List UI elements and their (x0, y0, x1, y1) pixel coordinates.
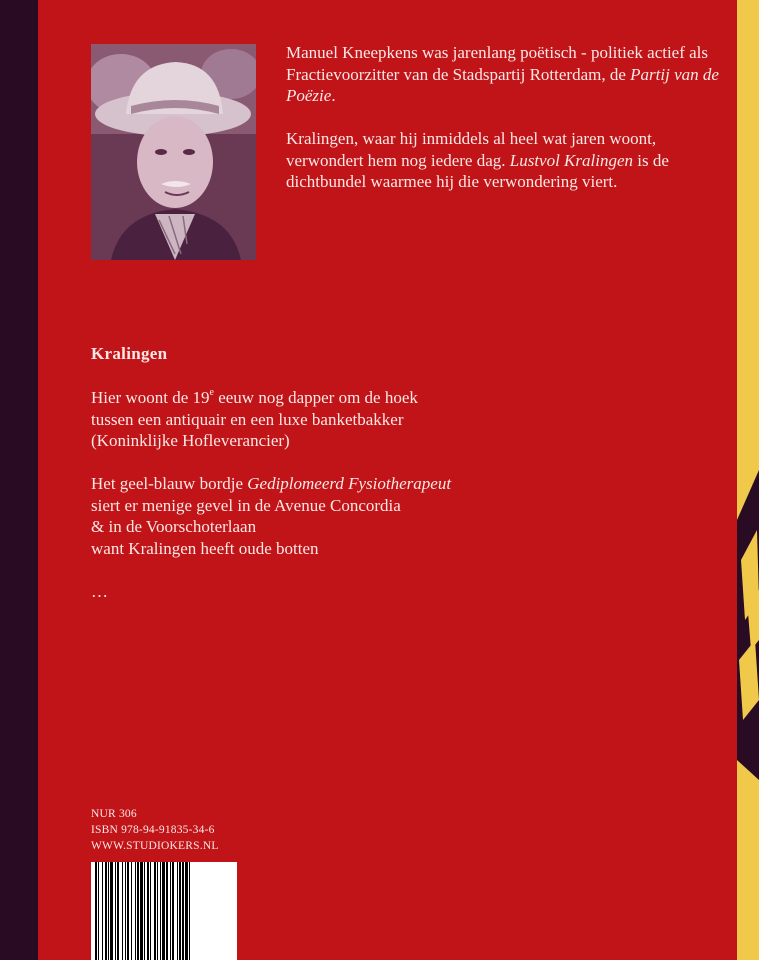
barcode-bar (115, 862, 116, 960)
poem-line: tussen een antiquair en een luxe banketbakker (91, 409, 404, 429)
barcode-bar (135, 862, 136, 960)
barcode-bar (125, 862, 126, 960)
barcode-bar (127, 862, 129, 960)
barcode-bars (91, 862, 237, 960)
barcode-bar (160, 862, 161, 960)
poem-line: Hier woont de 19e eeuw nog dapper om de hoek (91, 387, 418, 407)
poem-body (91, 387, 651, 602)
isbn-barcode (91, 862, 237, 960)
barcode-bar (105, 862, 107, 960)
bio-paragraph-2: Kralingen, waar hij inmiddels al heel wat jaren woont, verwondert hem nog iedere dag. Lustvol Kralingen is de dichtbundel waarmee hij die verwondering viert. (286, 129, 669, 191)
poem-line: (Koninklijke Hofleverancier) (91, 431, 290, 450)
barcode-bar (189, 862, 190, 960)
author-bio (286, 42, 726, 214)
barcode-bar (110, 862, 113, 960)
barcode-bar (170, 862, 171, 960)
poem-stanza-1 (91, 387, 651, 452)
poem-line: siert er menige gevel in de Avenue Concordia (91, 495, 401, 515)
barcode-bar (172, 862, 174, 960)
barcode-bar (140, 862, 143, 960)
barcode-bar (157, 862, 158, 960)
bio-paragraph-1: Manuel Kneepkens was jarenlang poëtisch - politiek actief als Fractievoorzitter van de Stadspartij Rotterdam, de Partij van de Poëzie. (286, 43, 719, 105)
poem-stanza-2 (91, 473, 651, 559)
barcode-bar (95, 862, 97, 960)
barcode-bar (182, 862, 184, 960)
barcode-bar (102, 862, 103, 960)
publisher-website: WWW.STUDIOKERS.NL (91, 840, 219, 852)
barcode-bar (147, 862, 149, 960)
barcode-bar (98, 862, 99, 960)
barcode-bar (122, 862, 123, 960)
book-spine (0, 0, 38, 960)
publication-info (91, 806, 219, 854)
barcode-bar (154, 862, 156, 960)
barcode-bar (177, 862, 178, 960)
barcode-bar (150, 862, 151, 960)
barcode-bar (185, 862, 188, 960)
barcode-bar (117, 862, 119, 960)
barcode-bar (137, 862, 139, 960)
barcode-bar (166, 862, 168, 960)
poem-title: Kralingen (91, 344, 168, 363)
poem-ellipsis: … (91, 581, 108, 601)
poem-line: Het geel-blauw bordje Gediplomeerd Fysiotherapeut (91, 474, 452, 493)
nur-code: NUR 306 (91, 808, 137, 820)
edge-artwork (737, 0, 759, 960)
poem-line: want Kralingen heeft oude botten (91, 538, 319, 558)
barcode-bar (108, 862, 109, 960)
barcode-bar (131, 862, 132, 960)
author-photo (91, 44, 256, 260)
isbn: ISBN 978-94-91835-34-6 (91, 824, 215, 836)
barcode-bar (144, 862, 145, 960)
barcode-bar (162, 862, 165, 960)
poem-line: & in de Voorschoterlaan (91, 517, 257, 536)
yellow-edge-strip (737, 0, 759, 960)
barcode-bar (179, 862, 181, 960)
